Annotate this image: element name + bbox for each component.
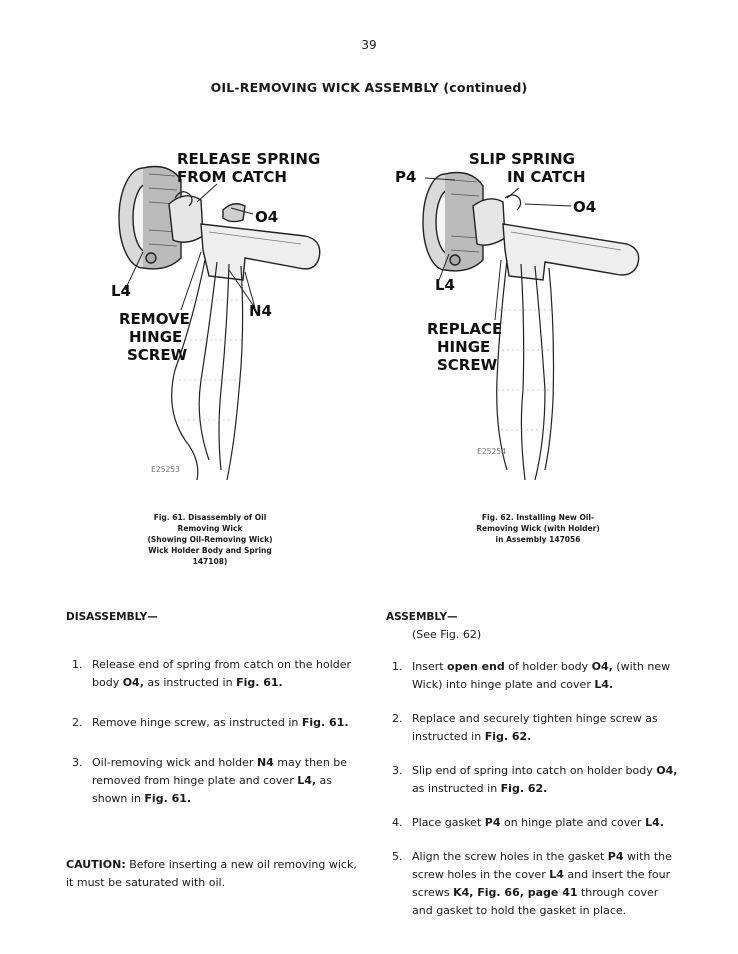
item-ref: Fig. 61. (301, 716, 349, 729)
item-ref: Fig. 62. (484, 730, 532, 743)
figure-61-illustration (105, 140, 345, 500)
list-item (66, 754, 366, 808)
label-slip-spring-2: IN CATCH (507, 168, 586, 186)
item-ref: K4, Fig. 66, page 41 (453, 886, 578, 899)
caption-line: Removing Wick (177, 524, 243, 533)
item-number: 5. (392, 850, 403, 863)
list-item (386, 848, 678, 920)
label-remove-1: REMOVE (119, 310, 190, 328)
item-ref: L4 (549, 868, 564, 881)
caption-line: Fig. 62. Installing New Oil- (481, 513, 595, 522)
item-text: on hinge plate and cover (500, 816, 646, 829)
item-number: 3. (72, 756, 83, 769)
item-text: and insert the four screws (412, 868, 671, 899)
label-n4: N4 (249, 302, 272, 320)
item-text: Slip end of spring into catch on holder body (412, 764, 657, 777)
item-ref: N4 (256, 756, 274, 769)
item-ref: P4 (607, 850, 624, 863)
figure-62-illustration (395, 140, 655, 500)
item-number: 3. (392, 764, 403, 777)
item-text: Insert (412, 660, 448, 673)
caption-line: 147108) (192, 557, 228, 566)
disassembly-section (66, 608, 366, 889)
assembly-section (386, 608, 678, 936)
item-text: as shown in (92, 774, 333, 805)
item-ref: O4, (122, 676, 144, 689)
item-text: through cover and gasket to hold the gasket in place. (412, 886, 659, 917)
caption-line: Fig. 61. Disassembly of Oil (153, 513, 267, 522)
hinge-screw (146, 253, 156, 263)
assembly-list (386, 658, 678, 920)
label-o4: O4 (573, 198, 597, 216)
item-ref: O4, (656, 764, 678, 777)
label-o4: O4 (255, 208, 279, 226)
item-text: Oil-removing wick and holder (92, 756, 257, 769)
item-ref: L4, (297, 774, 317, 787)
figure-62-caption (448, 512, 628, 545)
hinge-screw (450, 255, 460, 265)
item-text: may then be removed from hinge plate and cover (92, 756, 348, 787)
label-release-spring-1: RELEASE SPRING (177, 150, 321, 168)
item-ref: Fig. 61. (236, 676, 283, 689)
caution-label: CAUTION: (66, 858, 126, 871)
item-ref: L4. (594, 678, 614, 691)
item-ref: Fig. 62. (500, 782, 548, 795)
item-number: 4. (392, 816, 403, 829)
caption-line: Removing Wick (with Holder) (476, 524, 600, 533)
label-remove-3: SCREW (127, 346, 188, 364)
disassembly-list (66, 656, 366, 808)
figure-61-caption (130, 512, 290, 567)
label-remove-2: HINGE (129, 328, 183, 346)
page-title: OIL-REMOVING WICK ASSEMBLY (continued) (210, 80, 528, 95)
list-item (386, 710, 678, 746)
caution-note (66, 856, 366, 892)
item-text: Replace and securely tighten hinge screw as instructed in (412, 712, 658, 743)
item-text: Release end of spring from catch on the holder body (92, 658, 352, 689)
caption-line: Wick Holder Body and Spring (148, 546, 272, 555)
item-number: 2. (392, 712, 403, 725)
item-ref: L4. (645, 816, 664, 829)
page-number: 39 (361, 38, 377, 52)
list-item (386, 658, 678, 694)
label-slip-spring-1: SLIP SPRING (469, 150, 575, 168)
label-p4: P4 (395, 168, 417, 186)
caption-line: in Assembly 147056 (495, 535, 581, 544)
list-item (66, 714, 366, 732)
item-text: Remove hinge screw, as instructed in (92, 716, 302, 729)
item-text: as instructed in (412, 782, 501, 795)
item-ref: Fig. 61. (144, 792, 192, 805)
figure-code: E25254 (477, 447, 506, 456)
assembly-heading: ASSEMBLY— (386, 611, 458, 623)
item-ref: O4, (591, 660, 613, 673)
caution-text: Before inserting a new oil removing wick, it must be saturated with oil. (66, 858, 357, 889)
item-text: Align the screw holes in the gasket (412, 850, 608, 863)
label-replace-2: HINGE (437, 338, 491, 356)
label-replace-3: SCREW (437, 356, 498, 374)
item-text: as instructed in (143, 676, 237, 689)
item-number: 2. (72, 716, 83, 729)
label-release-spring-2: FROM CATCH (177, 168, 287, 186)
item-text: Place gasket (412, 816, 485, 829)
label-l4: L4 (435, 276, 455, 294)
item-ref: open end (447, 660, 505, 673)
list-item (66, 656, 366, 692)
list-item (386, 762, 678, 798)
figure-code: E25253 (151, 465, 180, 474)
label-l4: L4 (111, 282, 131, 300)
item-number: 1. (72, 658, 83, 671)
label-replace-1: REPLACE (427, 320, 503, 338)
caption-line: (Showing Oil-Removing Wick) (147, 535, 273, 544)
assembly-subheading: (See Fig. 62) (412, 628, 482, 641)
figure-61 (105, 140, 345, 500)
item-text: with the screw holes in the cover (412, 850, 672, 881)
figure-62 (395, 140, 655, 500)
item-number: 1. (392, 660, 403, 673)
item-ref: P4 (484, 816, 501, 829)
list-item (386, 814, 678, 832)
item-text: of holder body (504, 660, 592, 673)
item-text: (with new Wick) into hinge plate and cover (412, 660, 671, 691)
disassembly-heading: DISASSEMBLY— (66, 611, 158, 623)
